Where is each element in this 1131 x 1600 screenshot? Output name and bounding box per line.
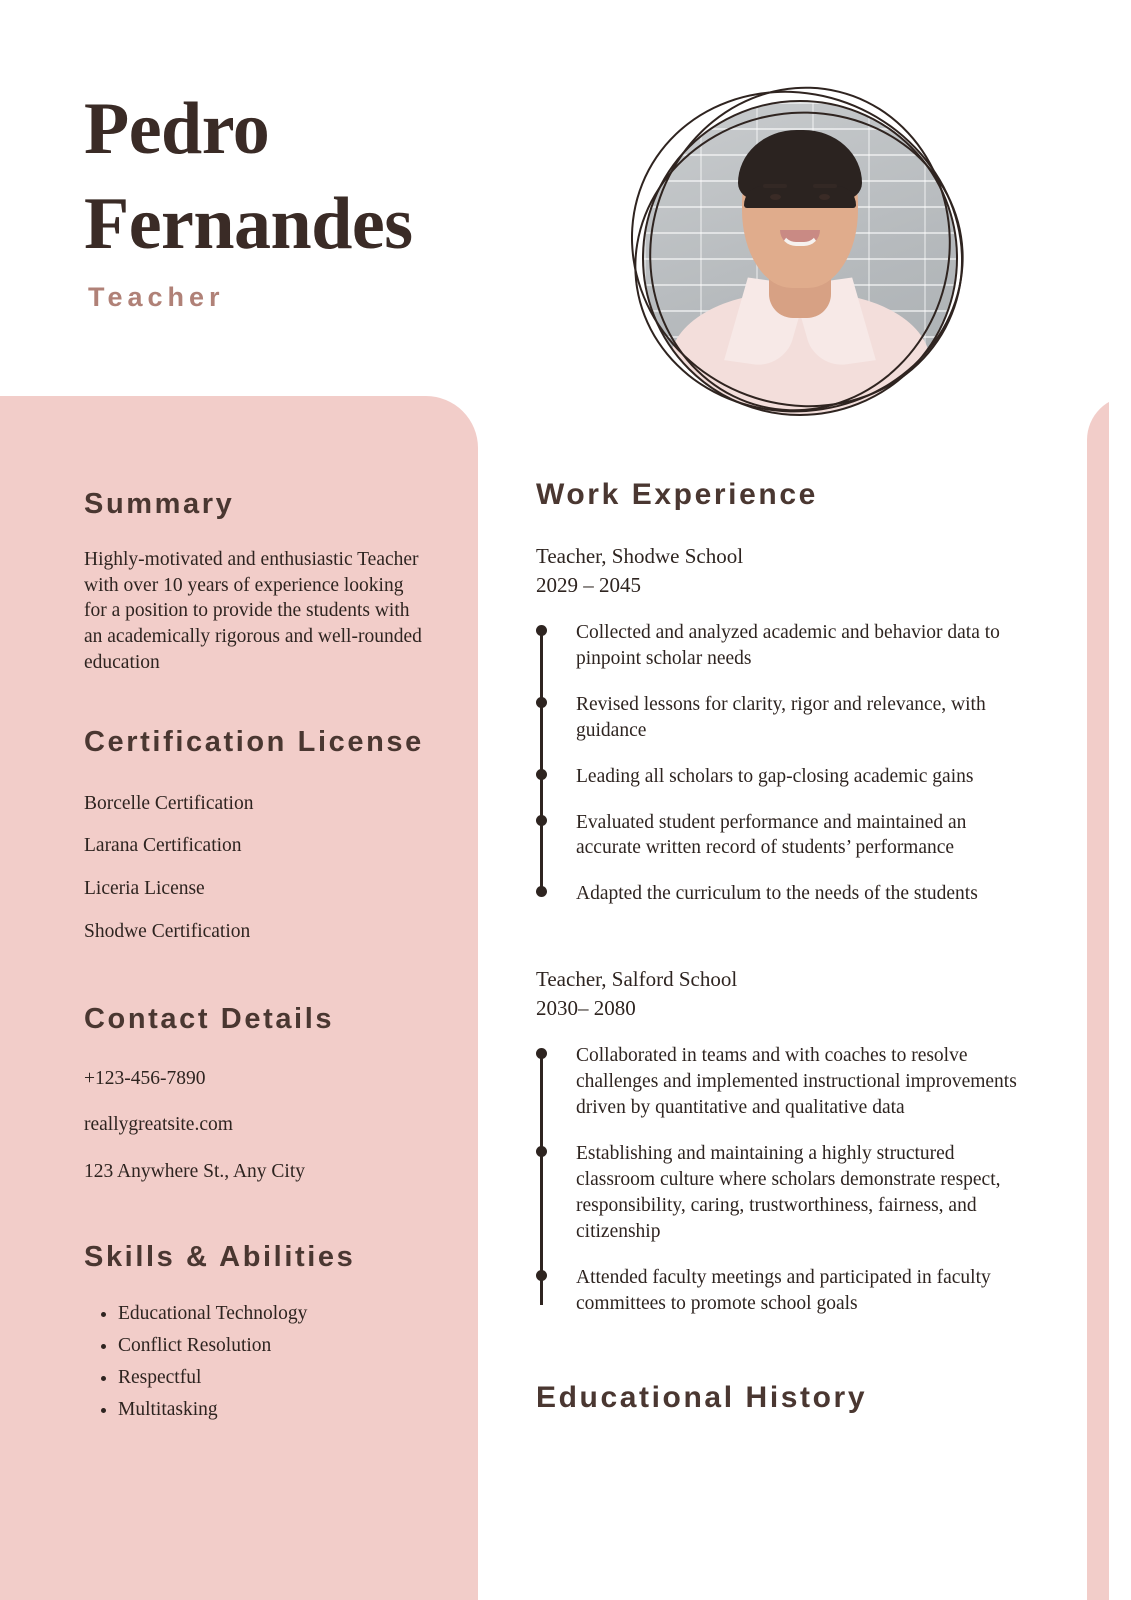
job-dates: 2029 – 2045 (536, 572, 641, 597)
bullet-text: Revised lessons for clarity, rigor and relevance, with guidance (576, 693, 986, 741)
summary-text: Highly-motivated and enthusiastic Teacher with over 10 years of experience looking for a position to provide the students with an academically rigorous and well-rounded education (84, 549, 422, 673)
first-name: Pedro (84, 88, 270, 170)
job-dates: 2030– 2080 (536, 996, 636, 1021)
avatar (620, 78, 980, 428)
list-item: • Conflict Resolution (118, 1330, 424, 1362)
list-item: • Educational Technology (118, 1298, 424, 1330)
job-title: Teacher, Salford School (536, 967, 738, 992)
right-edge-white-strip (1109, 396, 1131, 1600)
job-title: Teacher, Shodwe School (536, 544, 744, 568)
list-item (576, 810, 1036, 862)
list-item (576, 764, 1036, 790)
job-role-subtitle: Teacher (88, 282, 225, 312)
list-item: Larana Certification (84, 835, 242, 857)
contact-address: 123 Anywhere St., Any City (84, 1161, 306, 1183)
sidebar-heading-contact: Contact Details (84, 1002, 335, 1035)
bullet-dot-icon (536, 886, 547, 897)
sidebar-heading-summary: Summary (84, 488, 235, 520)
contact-list (84, 1066, 424, 1185)
bullet-dot-icon (536, 1146, 547, 1157)
bullet-dot-icon (536, 625, 547, 636)
last-name: Fernandes (84, 182, 413, 265)
list-item (576, 620, 1036, 672)
bullet-dot-icon (536, 1270, 547, 1281)
contact-phone: +123-456-7890 (84, 1067, 206, 1089)
list-item: Liceria License (84, 878, 205, 900)
job-bullet-list (536, 1043, 1036, 1316)
list-item: • Respectful (118, 1362, 424, 1394)
sidebar-heading-skills: Skills & Abilities (84, 1240, 356, 1273)
section-heading-educational-history: Educational History (536, 1380, 868, 1414)
contact-website[interactable]: reallygreatsite.com (84, 1114, 233, 1136)
list-item: Borcelle Certification (84, 792, 254, 814)
list-item (576, 881, 1036, 907)
bullet-text: Collected and analyzed academic and behavior data to pinpoint scholar needs (576, 621, 1000, 669)
bullet-dot-icon (536, 1048, 547, 1059)
job-bullet-list (536, 620, 1036, 907)
page-title (84, 82, 604, 271)
bullet-dot-icon (536, 815, 547, 826)
sidebar-heading-certification: Certification License (84, 725, 424, 758)
list-item (576, 1141, 1036, 1245)
list-item (576, 1043, 1036, 1121)
bullet-text: Evaluated student performance and maintained an accurate written record of students’ performance (576, 811, 967, 859)
list-item (576, 1265, 1036, 1317)
skills-list (84, 1298, 424, 1427)
work-entry (536, 542, 1036, 907)
resume-header (0, 0, 1131, 396)
certification-list (84, 791, 424, 945)
section-heading-work-experience: Work Experience (536, 478, 818, 511)
list-item: • Multitasking (118, 1394, 424, 1426)
bullet-text: Leading all scholars to gap-closing academic gains (576, 765, 974, 787)
bullet-text: Attended faculty meetings and participated in faculty committees to promote school goals (576, 1266, 991, 1314)
list-item (576, 692, 1036, 744)
bullet-dot-icon (536, 769, 547, 780)
work-entry (536, 965, 1036, 1316)
bullet-text: Establishing and maintaining a highly structured classroom culture where scholars demonstrate respect, responsibility, caring, trustworthiness, fairness, and citizenship (576, 1143, 1001, 1242)
bullet-text: Adapted the curriculum to the needs of the students (576, 883, 978, 905)
list-item: Shodwe Certification (84, 920, 251, 942)
main-content (536, 478, 1036, 1415)
bullet-dot-icon (536, 697, 547, 708)
bullet-text: Collaborated in teams and with coaches to resolve challenges and implemented instructional improvements driven by quantitative and qualitative data (576, 1045, 1017, 1119)
sidebar (0, 396, 478, 1600)
